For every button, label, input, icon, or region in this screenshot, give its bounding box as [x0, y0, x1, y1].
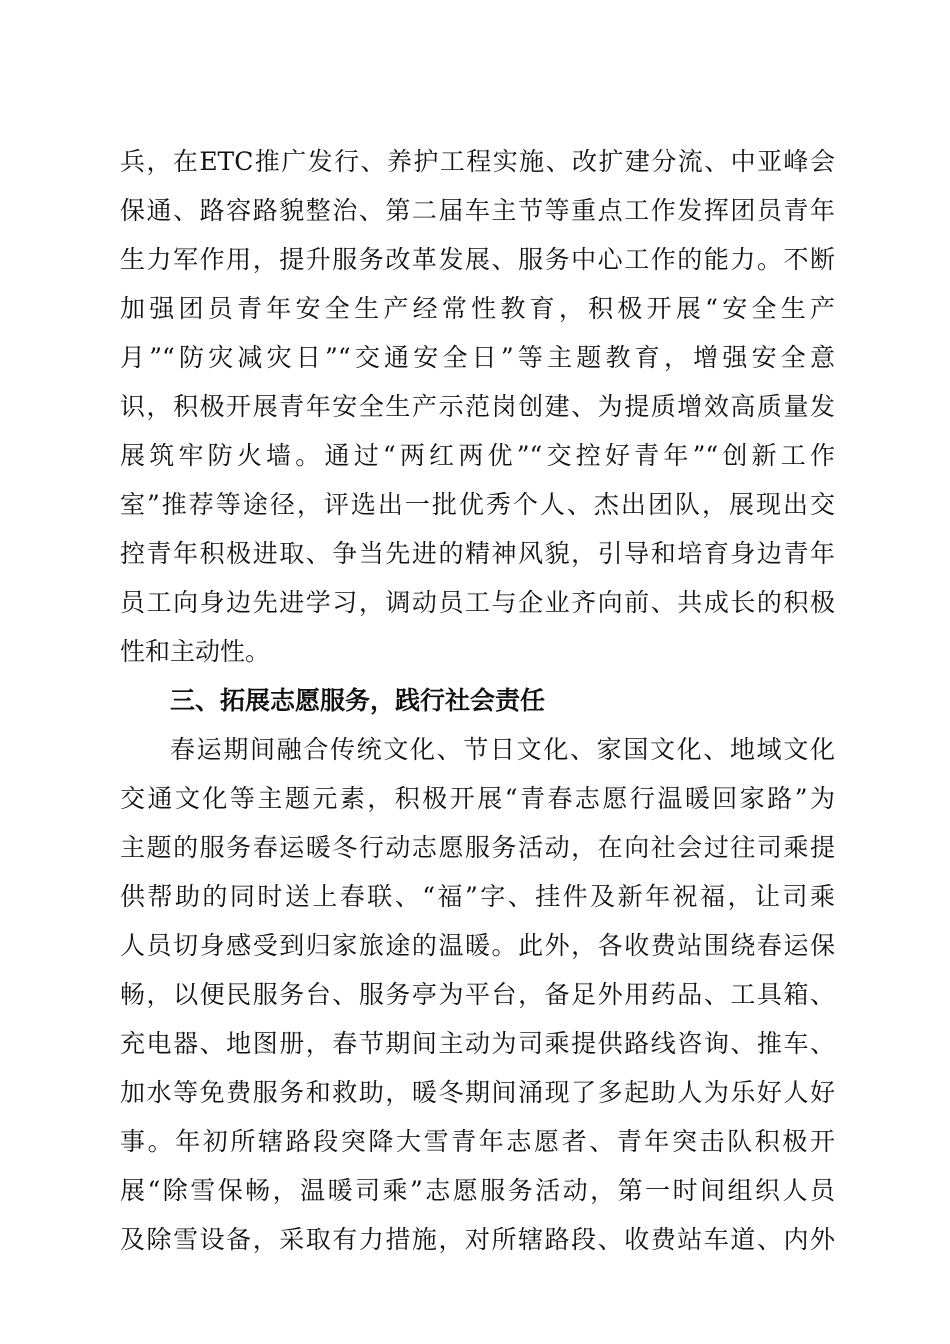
paragraph-1-line: 识，积极开展青年安全生产示范岗创建、为提质增效高质量发 — [120, 392, 835, 421]
paragraph-1-line: 性和主动性。 — [120, 637, 271, 666]
document-body — [120, 137, 835, 1264]
section-heading: 三、拓展志愿服务，践行社会责任 — [170, 686, 546, 715]
paragraph-1-line: 加强团员青年安全生产经常性教育，积极开展“安全生产 — [120, 294, 835, 323]
paragraph-2-line: 及除雪设备，采取有力措施，对所辖路段、收费站车道、内外 — [120, 1225, 835, 1254]
paragraph-1-line: 月”“防灾减灾日”“交通安全日”等主题教育，增强安全意 — [120, 343, 835, 372]
paragraph-2-line: 畅，以便民服务台、服务亭为平台，备足外用药品、工具箱、 — [120, 980, 835, 1009]
paragraph-2-line: 主题的服务春运暖冬行动志愿服务活动，在向社会过往司乘提 — [120, 833, 835, 862]
paragraph-1-line: 控青年积极进取、争当先进的精神风貌，引导和培育身边青年 — [120, 539, 835, 568]
paragraph-1-line: 兵，在ETC推广发行、养护工程实施、改扩建分流、中亚峰会 — [120, 147, 835, 176]
paragraph-2-line: 人员切身感受到归家旅途的温暖。此外，各收费站围绕春运保 — [120, 931, 835, 960]
paragraph-1-line: 保通、路容路貌整治、第二届车主节等重点工作发挥团员青年 — [120, 196, 835, 225]
paragraph-2-line: 事。年初所辖路段突降大雪青年志愿者、青年突击队积极开 — [120, 1127, 835, 1156]
paragraph-1-line: 员工向身边先进学习，调动员工与企业齐向前、共成长的积极 — [120, 588, 835, 617]
paragraph-2-line: 交通文化等主题元素，积极开展“青春志愿行温暖回家路”为 — [120, 784, 835, 813]
paragraph-1-line: 生力军作用，提升服务改革发展、服务中心工作的能力。不断 — [120, 245, 835, 274]
paragraph-2-line: 供帮助的同时送上春联、“福”字、挂件及新年祝福，让司乘 — [120, 882, 835, 911]
paragraph-2-line: 春运期间融合传统文化、节日文化、家国文化、地域文化 — [170, 735, 835, 764]
paragraph-2-line: 展“除雪保畅，温暖司乘”志愿服务活动，第一时间组织人员 — [120, 1176, 835, 1205]
paragraph-1-line: 室”推荐等途径，评选出一批优秀个人、杰出团队，展现出交 — [120, 490, 835, 519]
paragraph-2-line: 加水等免费服务和救助，暖冬期间涌现了多起助人为乐好人好 — [120, 1078, 835, 1107]
paragraph-1-line: 展筑牢防火墙。通过“两红两优”“交控好青年”“创新工作 — [120, 441, 835, 470]
paragraph-2-line: 充电器、地图册，春节期间主动为司乘提供路线咨询、推车、 — [120, 1029, 835, 1058]
